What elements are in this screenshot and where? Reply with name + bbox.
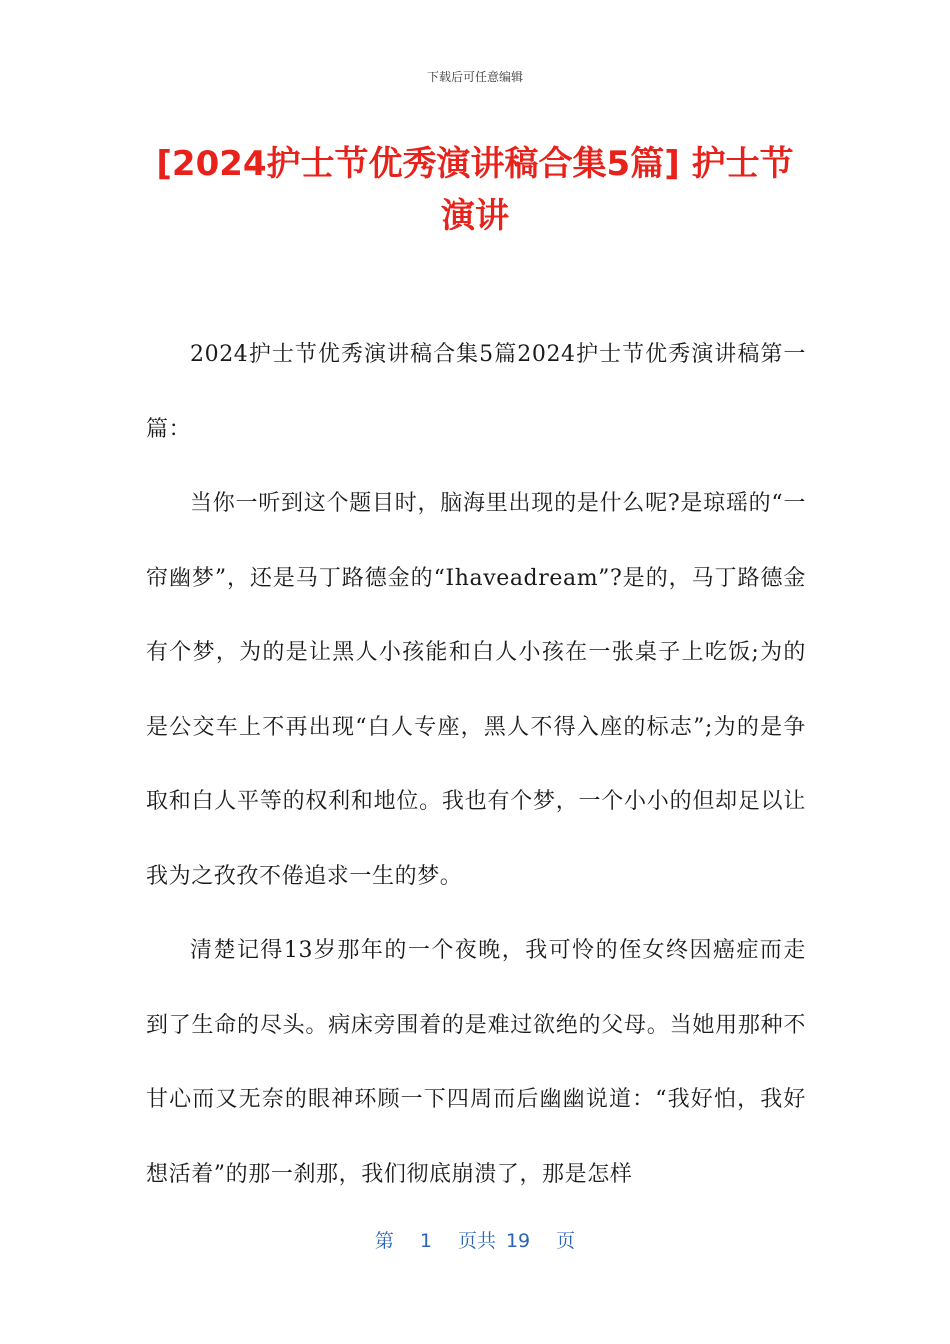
document-title: [2024护士节优秀演讲稿合集5篇] 护士节演讲 (156, 144, 794, 236)
page-label-prefix: 第 (374, 1230, 394, 1252)
page-header-note: 下载后可任意编辑 (426, 70, 523, 84)
paragraph: 清楚记得13岁那年的一个夜晚，我可怜的侄女终因癌症而走到了生命的尽头。病床旁围着的是难过欲绝的父母。当她用那种不甘心而又无奈的眼神环顾一下四周而后幽幽说道：“我好怕，我好想活着”的那一刹那，我们彻底崩溃了，那是怎样 (146, 938, 806, 1187)
document-body (146, 318, 806, 1212)
page-label-mid: 页共 (457, 1230, 496, 1252)
paragraph: 当你一听到这个题目时，脑海里出现的是什么呢?是琼瑶的“一帘幽梦”，还是马丁路德金的“Ihaveadream”?是的，马丁路德金有个梦，为的是让黑人小孩能和白人小孩在一张桌子上吃饭;为的是公交车上不再出现“白人专座，黑人不得入座的标志”;为的是争取和白人平等的权利和地位。我也有个梦，一个小小的但却足以让我为之孜孜不倦追求一生的梦。 (146, 491, 806, 889)
current-page-number: 1 (419, 1230, 432, 1252)
paragraph: 2024护士节优秀演讲稿合集5篇2024护士节优秀演讲稿第一篇： (146, 342, 806, 442)
total-pages-number: 19 (505, 1230, 531, 1252)
page-footer (0, 1226, 950, 1253)
page-label-suffix: 页 (556, 1230, 576, 1252)
